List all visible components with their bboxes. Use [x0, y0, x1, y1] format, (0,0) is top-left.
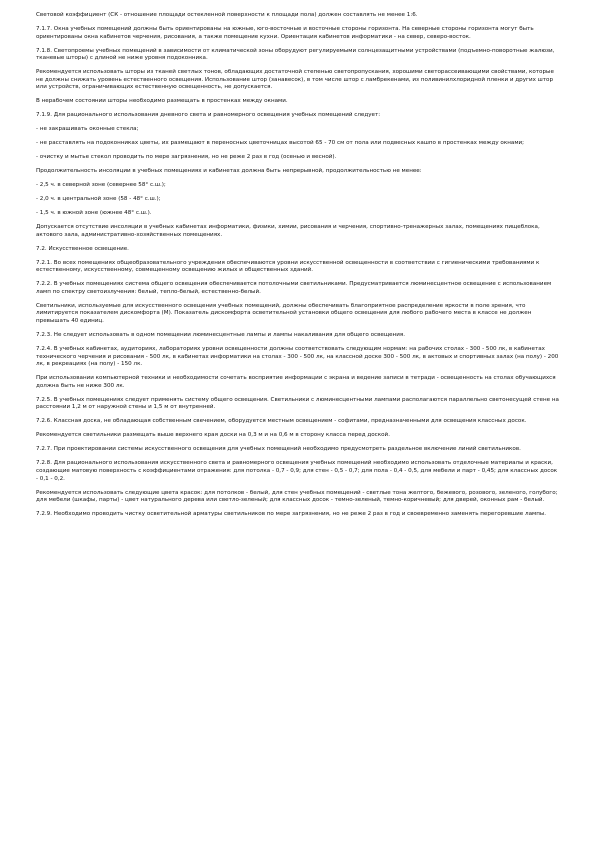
list-item-no-paint: - не закрашивать оконные стекла; [36, 126, 139, 133]
paragraph-7-2-1: 7.2.1. Во всех помещениях общеобразовательного учреждения обеспечиваются уровни искусственной освещенности в соответствии с гигиеническими требованиями к естественному, искусственному, совмещенному освещению жилых и общественных зданий. [36, 259, 540, 274]
paragraph-insolation-exceptions: Допускается отсутствие инсоляции в учебных кабинетах информатики, физики, химии, рисования и черчения, спортивно-тренажерных залах, помещениях пищеблока, актового зала, административно-хозяйственных помещениях. [36, 224, 540, 238]
paragraph-7-2-6: 7.2.6. Классная доска, не обладающая собственным свечением, оборудуется местным освещением - софитами, предназначенными для освещения классных досок. [36, 418, 527, 425]
paragraph-insolation: Продолжительность инсоляции в учебных помещениях и кабинетах должна быть непрерывной, продолжительностью не менее: [36, 168, 422, 175]
paragraph-7-2-3: 7.2.3. Не следует использовать в одном помещении люминесцентные лампы и лампы накаливания для общего освещения. [36, 332, 405, 339]
paragraph-light-coefficient: Световой коэффициент (СК - отношение площади остекленной поверхности к площади пола) должен составлять не менее 1:6. [36, 12, 418, 18]
paragraph-paint-colors: Рекомендуется использовать следующие цвета красок: для потолков - белый, для стен учебных помещений - светлые тона желтого, бежевого, розового, зеленого, голубого; для мебели (шкафы, парты) - цвет натурального дерева или светло-зеленый; для классных досок - темно-зеленый, темно-коричневый; для дверей, оконных рам - белый. [36, 489, 558, 504]
paragraph-7-2-5: 7.2.5. В учебных помещениях следует применять систему общего освещения. Светильники с люминесцентными лампами располагаются параллельно светонесущей стене на расстоянии 1,2 м от наружной стены и 1,5 м от внутренней. [36, 396, 559, 411]
section-heading-7-2: 7.2. Искусственное освещение. [36, 245, 129, 252]
paragraph-7-2-4: 7.2.4. В учебных кабинетах, аудиториях, лабораториях уровни освещенности должны соответствовать следующим нормам: на рабочих столах - 300 - 500 лк, в кабинетах технического черчения и рисования - 500 лк, в кабинетах информатики на столах - 300 - 500 лк, на классной доске 300 - 500 лк, в актовых и спортивных залах (на полу) - 200 лк, в рекреациях (на полу) - 150 лк. [36, 346, 559, 368]
paragraph-curtains-idle: В нерабочем состоянии шторы необходимо размещать в простенках между окнами. [36, 98, 288, 105]
paragraph-7-1-7: 7.1.7. Окна учебных помещений должны быть ориентированы на южные, юго-восточные и восточные стороны горизонта. На северные стороны горизонта могут быть ориентированы окна кабинетов черчения, рисования, а также помещение кухни. Ориентация кабинетов информатики - на север, северо-восток. [36, 25, 534, 40]
list-item-cleaning: - очистку и мытье стекол проводить по мере загрязнения, но не реже 2 раз в год (осенью и весной). [36, 154, 337, 161]
paragraph-7-2-7: 7.2.7. При проектировании системы искусственного освещения для учебных помещений необходимо предусмотреть раздельное включение линий светильников. [36, 446, 521, 453]
paragraph-discomfort-index: Светильники, используемые для искусственного освещения учебных помещений, должны обеспечивать благоприятное распределение яркости в поле зрения, что лимитируется показателем дискомфорта (М). Показатель дискомфорта осветительной установки общего освещения для любого рабочего места в классе не должен превышать 40 единиц. [36, 302, 532, 325]
paragraph-curtains: Рекомендуется использовать шторы из тканей светлых тонов, обладающих достаточной степенью светопропускания, хорошими светорассеивающими свойствами, которые не должны снижать уровень естественного освещения. Использование штор (занавесок), в том числе штор с ламбрекенами, из поливинилхлоридной пленки и других штор или устройств, ограничивающих естественную освещенность, не допускается. [36, 69, 554, 91]
paragraph-7-1-8: 7.1.8. Светопроемы учебных помещений в зависимости от климатической зоны оборудуют регулируемыми солнцезащитными устройствами (подъемно-поворотные жалюзи, тканевые шторы) с длиной не ниже уровня подоконника. [36, 47, 555, 62]
list-item-north-zone: - 2,5 ч. в северной зоне (севернее 58° с.ш.); [36, 182, 166, 189]
paragraph-7-2-9: 7.2.9. Необходимо проводить чистку осветительной арматуры светильников по мере загрязнения, но не реже 2 раз в год и своевременно заменять перегоревшие лампы. [36, 511, 547, 518]
list-item-no-flowers: - не расставлять на подоконниках цветы, их размещают в переносных цветочницах высотой 65 - 70 см от пола или подвесных кашпо в простенках между окнами; [36, 140, 525, 147]
list-item-central-zone: - 2,0 ч. в центральной зоне (58 - 48° с.ш.); [36, 196, 161, 203]
paragraph-computer-lighting: При использовании компьютерной техники и необходимости сочетать восприятие информации с экрана и ведение записи в тетради - освещенность на столах обучающихся должна быть не ниже 300 лк. [36, 375, 556, 389]
paragraph-board-lamps: Рекомендуется светильники размещать выше верхнего края доски на 0,3 м и на 0,6 м в сторону класса перед доской. [36, 432, 390, 439]
paragraph-7-1-9: 7.1.9. Для рационального использования дневного света и равномерного освещения учебных помещений следует: [36, 112, 381, 119]
paragraph-7-2-8: 7.2.8. Для рационального использования искусственного света и равномерного освещения учебных помещений необходимо использовать отделочные материалы и краски, создающие матовую поверхность с коэффициентами отражения: для потолка - 0,7 - 0,9; для стен - 0,5 - 0,7; для пола - 0,4 - 0,5, для мебели и парт - 0,45; для классных досок - 0,1 - 0,2. [36, 460, 558, 482]
paragraph-7-2-2: 7.2.2. В учебных помещениях система общего освещения обеспечивается потолочными светильниками. Предусматривается люминесцентное освещение с использованием ламп по спектру светоизлучения: белый, тепло-белый, естественно-белый. [36, 281, 552, 295]
list-item-south-zone: - 1,5 ч. в южной зоне (южнее 48° с.ш.). [36, 210, 152, 217]
